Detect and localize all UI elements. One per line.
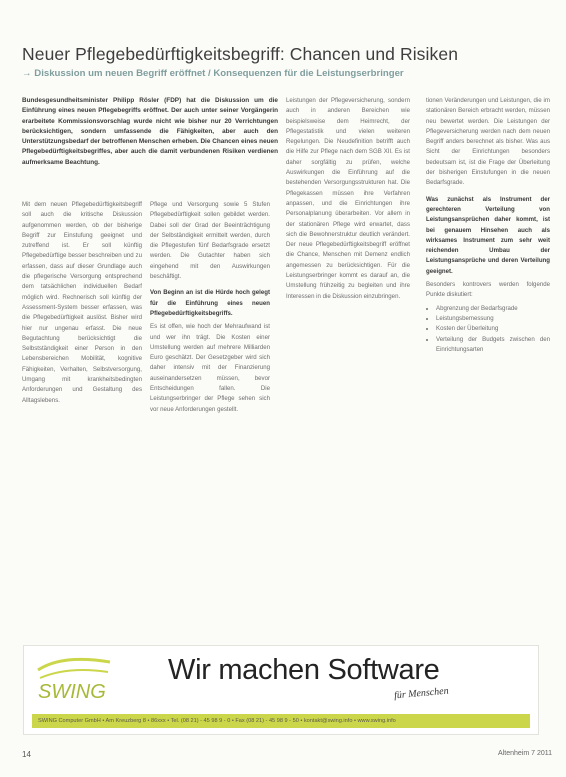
paragraph: Besonders kontrovers werden folgende Punkte diskutiert: (426, 281, 550, 299)
subheading: Von Beginn an ist die Hürde hoch gelegt für die Einführung eines neuen Pflegebedürftigkeitsbegriffs. (150, 289, 270, 317)
highlight-paragraph: Was zunächst als Instrument der gerechteren Verteilung von Leistungsansprüchen daher kommt, ist bei genauem Hinsehen auch als wirksames Instrument zum sehr weit reichenden Umbau der Leistungsansprüche und deren Verteilung geeignet. (426, 195, 550, 275)
bullet-list (426, 304, 550, 355)
swing-logo (32, 652, 116, 712)
magazine-issue: Altenheim 7 2011 (498, 750, 552, 757)
text-column-3 (286, 96, 410, 560)
list-item: • Kosten der Überleitung (436, 324, 550, 334)
paragraph: tionen Veränderungen und Leistungen, die im stationären Bereich erbracht werden, müssen neu bewertet werden. Die Leistungen der Pflegeversicherung werden nach dem neuen Begriff anders berechnet als bisher. Was aus Sicht der Einrichtungen besonders bedeutsam ist, ist die Frage der Überleitung der bisherigen Einstufungen in die neuen Bedarfsgrade. (426, 97, 550, 187)
ad-tagline: für Menschen (393, 685, 450, 702)
paragraph: Pflege und Versorgung sowie 5 Stufen Pflegebedürftigkeit sollen gebildet werden. Dabei soll der Grad der Beeinträchtigung der Selbständigkeit ermittelt werden, durch die Pflegestufen fünf Bedarfsgrade ersetzt werden. Die Gutachter haben sich eingehend mit den Auswirkungen beschäftigt. (150, 201, 270, 281)
page-number: 14 (22, 750, 31, 759)
text-column-1 (22, 200, 142, 560)
list-item: • Abgrenzung der Bedarfsgrade (436, 304, 550, 314)
paragraph: Es ist offen, wie hoch der Mehraufwand ist und wer ihn trägt. Die Kosten einer Umstellung werden auf mehrere Milliarden Euro geschätzt. Der Gesetzgeber wird sich daher intensiv mit der Finanzierung auseinandersetzen müssen, bevor Entscheidungen fallen. Die Leistungserbringer der Pflege sehen sich vor neue Anforderungen gestellt. (150, 323, 270, 413)
text-column-2 (150, 200, 270, 560)
logo-wordmark: SWING (38, 681, 106, 703)
list-item: • Verteilung der Budgets zwischen den Einrichtungsarten (436, 335, 550, 356)
list-item: • Leistungsbemessung (436, 314, 550, 324)
paragraph: Mit dem neuen Pflegebedürftigkeitsbegriff soll auch die kritische Diskussion aufgenommen werden, ob der bisherige Begriff zur Einstufung geeignet und zutreffend ist. Er soll künftig Pflegebedürftige besser beschreiben und zu erfassen, dass auf dieser Grundlage auch die pflegerische Versorgung entsprechend dem tatsächlichen individuellen Bedarf möglich wird. Rechnerisch soll künftig der Assessment-System besser erfassen, was die Pflegebedürftigkeit auslöst. Bisher wird hier nur ungenau erfasst. Die neue Begutachtung berücksichtigt die Selbstständigkeit einer Person in den Lebensbereichen Mobilität, kognitive Fähigkeiten, Verhalten, Selbstversorgung, Umgang mit krankheitsbedingten Anforderungen und Gestaltung des Alltagslebens. (22, 201, 142, 404)
paragraph: Leistungen der Pflegeversicherung, sondern auch in anderen Bereichen wie beispielsweise dem Heimrecht, der Pflegestatistik und vielen weiteren Regelungen. Die Neudefinition betrifft auch die Hilfe zur Pflege nach dem SGB XII. Es ist daher sorgfältig zu prüfen, welche Auswirkungen die Einführung auf die bestehenden Versorgungsstrukturen hat. Die Pflegekassen müssen ihre Verfahren anpassen, und die Einrichtungen ihre Personalplanung überarbeiten. Vor allem in der stationären Pflege wird erwartet, dass sich die Bewohnerstruktur deutlich verändert. Der neue Pflegebedürftigkeitsbegriff eröffnet die Chance, Menschen mit Demenz endlich angemessen zu berücksichtigen. Für die Leistungserbringer kommt es darauf an, die Umstellung frühzeitig zu begleiten und ihre Interessen in die Diskussion einzubringen. (286, 97, 410, 300)
article-title: Neuer Pflegebedürftigkeitsbegriff: Chancen und Risiken (22, 44, 459, 64)
ad-headline: Wir machen Software (168, 654, 440, 686)
ad-contact-bar[interactable]: SWING Computer GmbH • Am Kreuzberg 8 • 86xxx • Tel. (08 21) - 45 98 9 - 0 • Fax (08 21) - 45 98 9 - 50 • kontakt@swing.info • www.swing.info (32, 714, 530, 728)
advertisement[interactable] (23, 645, 539, 735)
article-subtitle: → Diskussion um neuen Begriff eröffnet / Konsequenzen für die Leistungserbringer (22, 68, 404, 79)
article-lead: Bundesgesundheitsminister Philipp Rösler (FDP) hat die Diskussion um die Einführung eines neuen Pflegebegriffs eröffnet. Der auch unter seiner Vorgängerin erarbeitete Kommissionsvorschlag wurde nicht wie bisher nur 20 Verrichtungen berücksichtigen, sondern umfassende die Fähigkeiten, aber auch den Unterstützungsbedarf der betroffenen Menschen erheben. Die Chancen eines neuen Pflegebedürftigkeitsbegriffes, aber auch die damit verbundenen Risiken verdienen aufmerksame Beachtung. (22, 97, 278, 166)
text-column-4 (426, 96, 550, 560)
